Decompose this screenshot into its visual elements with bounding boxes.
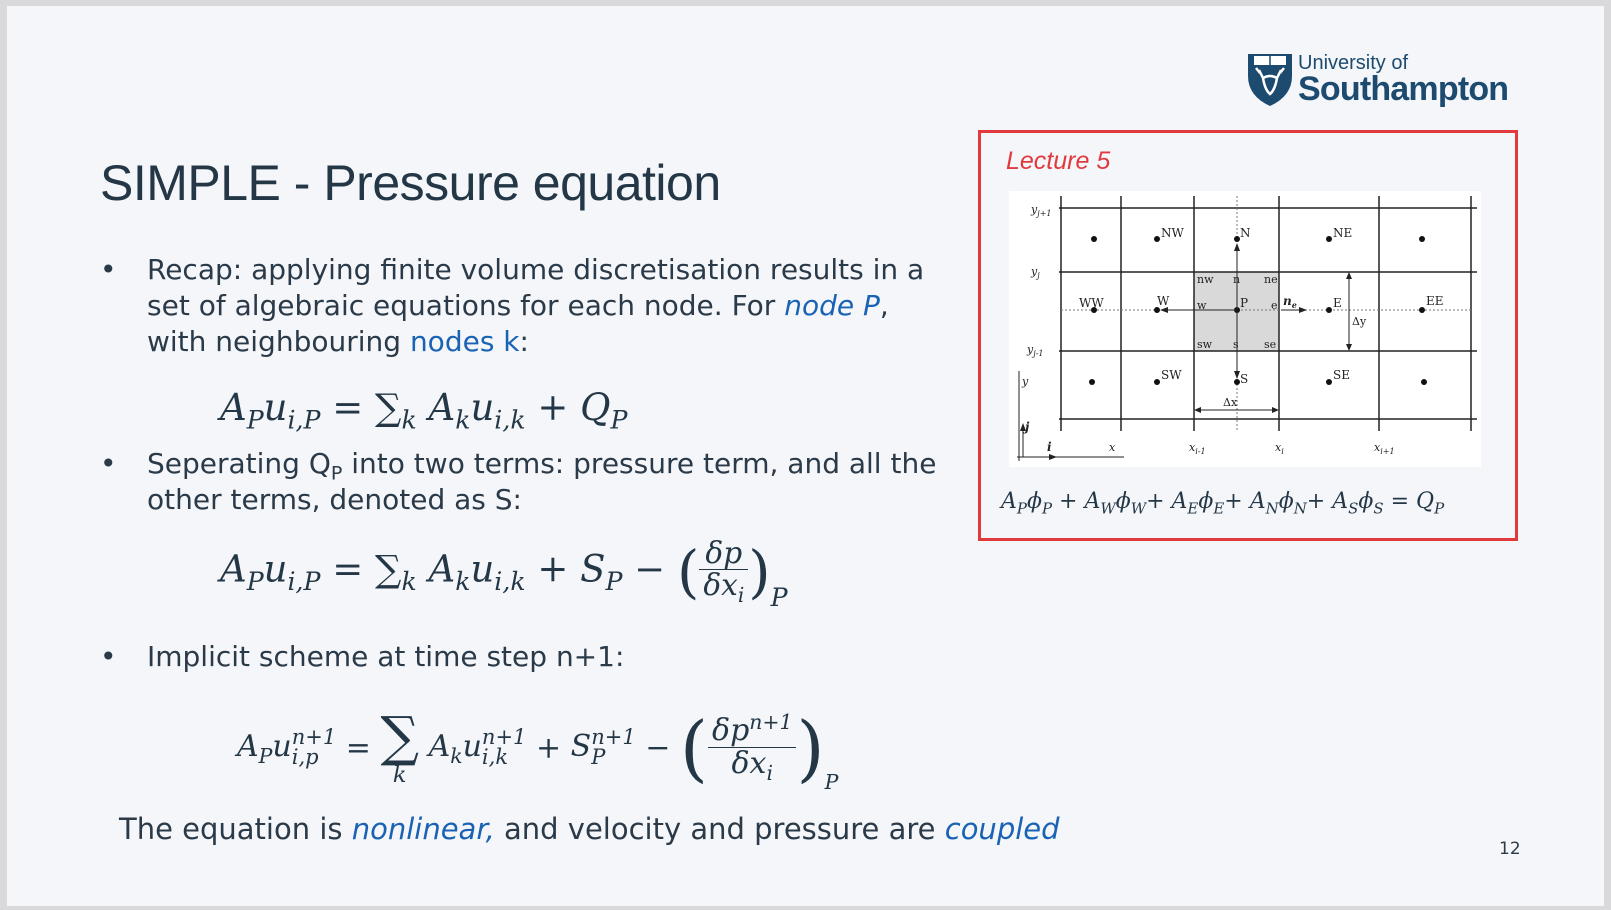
bullet-text: other terms, denoted as S: bbox=[147, 483, 522, 516]
label-p: P bbox=[1240, 296, 1249, 310]
bullet-text: Recap: applying finite volume discretisation results in a bbox=[147, 253, 925, 286]
bullet-text: with neighbouring nodes k: bbox=[147, 325, 529, 358]
nodes-k-highlight: nodes k bbox=[409, 325, 520, 358]
label-nw: NW bbox=[1161, 226, 1184, 240]
label-x-i: $x_i$ bbox=[1275, 441, 1284, 456]
label-w: W bbox=[1157, 294, 1170, 308]
label-axis-x: x bbox=[1109, 441, 1116, 454]
shield-stag-book-icon bbox=[1245, 46, 1295, 108]
label-se: SE bbox=[1333, 368, 1350, 382]
label-y-jm1: $y_{j-1}$ bbox=[1027, 343, 1044, 358]
label-y-j: $y_j$ bbox=[1031, 265, 1040, 280]
logo-text-small: University of bbox=[1298, 52, 1409, 74]
nonlinear-highlight: nonlinear, bbox=[351, 812, 495, 846]
finite-volume-grid-diagram bbox=[1009, 191, 1481, 467]
slide-title: SIMPLE - Pressure equation bbox=[100, 155, 721, 211]
label-sw: SW bbox=[1161, 368, 1182, 382]
coupled-highlight: coupled bbox=[944, 812, 1060, 846]
bullet-text: set of algebraic equations for each node. For node P, bbox=[147, 289, 889, 322]
label-unit-i: i bbox=[1047, 440, 1052, 454]
label-face-s: s bbox=[1233, 338, 1239, 351]
label-ne: NE bbox=[1333, 226, 1353, 240]
bullet-dot: • bbox=[100, 447, 117, 480]
label-ww: WW bbox=[1079, 296, 1104, 310]
label-dy: Δy bbox=[1352, 315, 1367, 328]
bullet-text: Seperating $Q_P$ into two terms: pressure term, and all the bbox=[147, 447, 937, 485]
label-face-w: w bbox=[1197, 299, 1207, 312]
label-normal: $n_e$ bbox=[1283, 294, 1297, 310]
label-face-nw: nw bbox=[1197, 273, 1214, 286]
page-number: 12 bbox=[1499, 839, 1521, 859]
node-p-highlight: node P bbox=[784, 289, 880, 322]
bullet-text: Implicit scheme at time step n+1: bbox=[147, 640, 625, 673]
label-face-se: se bbox=[1264, 338, 1277, 351]
label-face-ne: ne bbox=[1264, 273, 1278, 286]
label-ee: EE bbox=[1426, 294, 1444, 308]
logo-text-big: Southampton bbox=[1298, 70, 1509, 108]
label-unit-j: j bbox=[1025, 420, 1030, 434]
label-x-ip1: $x_{i+1}$ bbox=[1374, 441, 1395, 456]
university-logo bbox=[1245, 46, 1525, 116]
label-y-jp1: $y_{j+1}$ bbox=[1031, 203, 1052, 218]
equation-discretised-phi: $A_P\phi_P + A_W\phi_W+ A_E\phi_E+ A_N\phi_N+ A_S\phi_S = Q_P$ bbox=[1001, 489, 1445, 518]
equation-momentum: $A_Pu_{i,P} = \sum_k$ $A_ku_{i,k} + Q_P$ bbox=[220, 386, 628, 435]
lecture-label: Lecture 5 bbox=[1006, 147, 1111, 175]
label-n: N bbox=[1240, 226, 1251, 240]
label-dx: Δx bbox=[1223, 396, 1238, 409]
lecture-reference-box bbox=[978, 130, 1518, 541]
equation-pressure-split: $A_Pu_{i,P} = \sum_k$ $A_ku_{i,k} + S_P$ − ( $\frac{\delta p}{\delta x_i}$ )$_P$ bbox=[220, 536, 788, 612]
label-axis-y: y bbox=[1022, 375, 1029, 388]
label-face-sw: sw bbox=[1197, 338, 1213, 351]
bullet-dot: • bbox=[100, 640, 117, 673]
label-e: E bbox=[1333, 296, 1342, 310]
equation-implicit: $A_Pu$ n+1 i,p = ∑ k $A_ku$ n+1 i,k + S n+1 P − ( $\frac{\delta p^{n+1}}{\delta x_i}$ )$_P$ bbox=[237, 704, 839, 794]
label-x-im1: $x_{i-1}$ bbox=[1189, 441, 1206, 456]
conclusion-text: The equation is nonlinear, and velocity and pressure are coupled bbox=[119, 812, 1060, 846]
label-face-n: n bbox=[1233, 273, 1241, 286]
label-s: S bbox=[1240, 372, 1249, 386]
bullet-dot: • bbox=[100, 253, 117, 286]
slide bbox=[7, 6, 1604, 906]
label-face-e: e bbox=[1271, 299, 1278, 312]
